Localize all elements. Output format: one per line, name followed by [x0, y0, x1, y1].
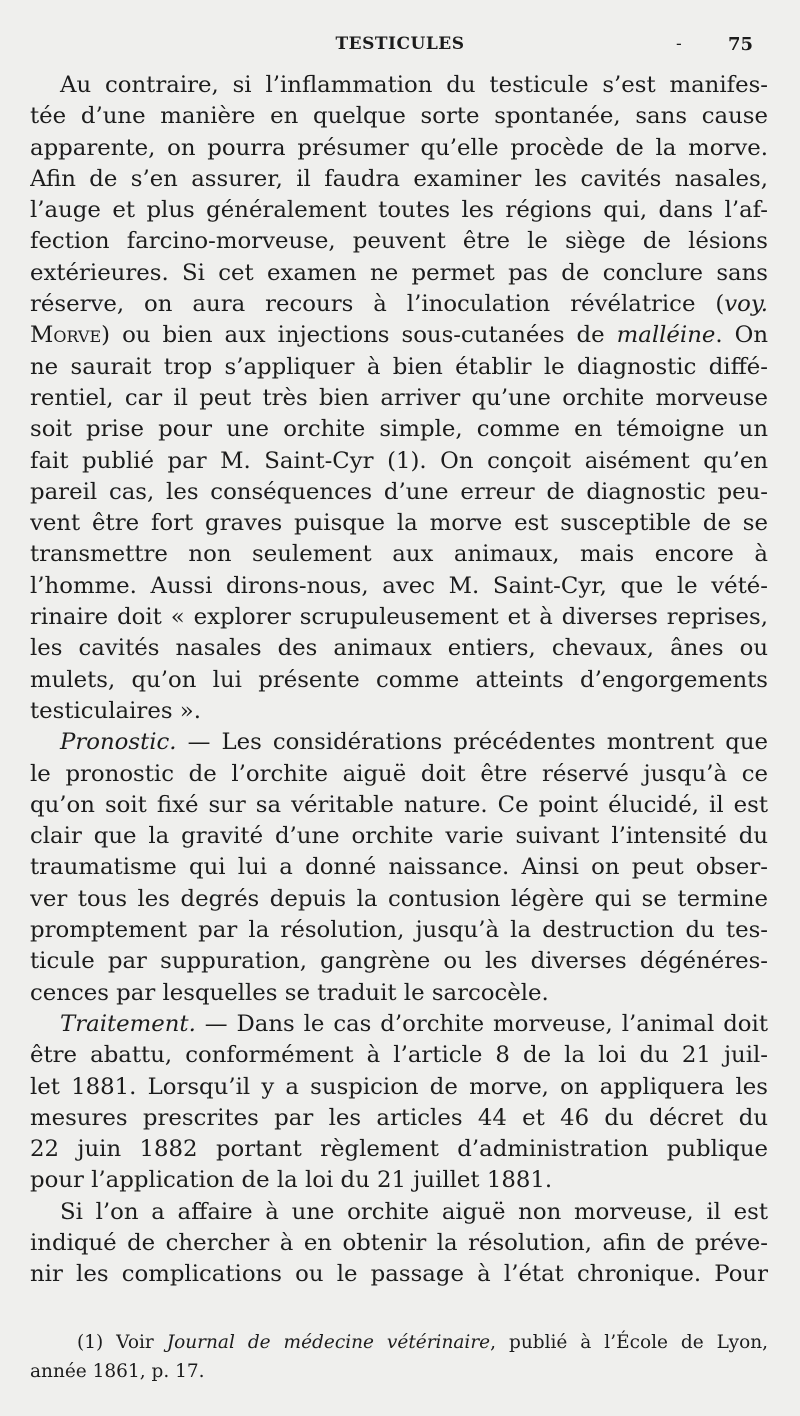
text-line: rinaire doit « explorer scrupuleusement et à diverses reprises, — [30, 604, 768, 631]
paragraph-traitement — [30, 1009, 768, 1197]
text-line: mulets, qu’on lui présente comme atteints d’engorgements — [30, 666, 768, 693]
italic-voy: voy. — [724, 291, 768, 318]
text-line: pareil cas, les conséquences d’une erreur de diagnostic peu- — [30, 478, 768, 505]
text-line: apparente, on pourra présumer qu’elle procède de la morve. — [30, 134, 768, 161]
text-fragment: — Dans le cas d’orchite morveuse, l’animal doit — [195, 1010, 768, 1037]
text-line: les cavités nasales des animaux entiers, chevaux, ânes ou — [30, 635, 768, 662]
text-fragment: , publié à l’École de Lyon, — [490, 1332, 769, 1353]
text-line — [30, 727, 768, 758]
text-line: mesures prescrites par les articles 44 et 46 du décret du — [30, 1104, 768, 1131]
body-text — [30, 70, 768, 1291]
text-fragment: . On — [715, 322, 768, 349]
text-line — [30, 1009, 768, 1040]
paragraph-treatment-continued — [30, 1197, 768, 1291]
footnote-line: année 1861, p. 17. — [30, 1361, 205, 1382]
footnote — [30, 1328, 768, 1386]
text-line: fait publié par M. Saint-Cyr (1). On conçoit aisément qu’en — [30, 447, 768, 474]
text-line: pour l’application de la loi du 21 juillet 1881. — [30, 1167, 553, 1194]
text-line: Si l’on a affaire à une orchite aiguë non morveuse, il est — [60, 1198, 768, 1225]
text-fragment: réserve, on aura recours à l’inoculation révélatrice ( — [30, 291, 725, 318]
text-line: tée d’une manière en quelque sorte spontanée, sans cause — [30, 103, 768, 130]
text-line: ticule par suppuration, gangrène ou les diverses dégénéres- — [30, 948, 768, 975]
text-line: traumatisme qui lui a donné naissance. Ainsi on peut obser- — [30, 854, 768, 881]
header-dash: - — [676, 34, 682, 54]
text-line: let 1881. Lorsqu’il y a suspicion de morve, on appliquera les — [30, 1073, 768, 1100]
running-header — [0, 34, 800, 60]
footnote-line — [30, 1328, 768, 1357]
text-line: vent être fort graves puisque la morve est susceptible de se — [30, 510, 768, 537]
chapter-title: TESTICULES — [335, 34, 465, 54]
text-line: soit prise pour une orchite simple, comme en témoigne un — [30, 416, 768, 443]
text-line: le pronostic de l’orchite aiguë doit être réservé jusqu’à ce — [30, 760, 768, 787]
text-fragment: — Les considérations précédentes montrent que — [176, 729, 768, 756]
text-line: rentiel, car il peut très bien arriver qu’une orchite morveuse — [30, 384, 768, 411]
text-line: cences par lesquelles se traduit le sarcocèle. — [30, 979, 549, 1006]
footnote-journal-title: Journal de médecine vétérinaire — [166, 1332, 491, 1353]
text-line: clair que la gravité d’une orchite varie suivant l’intensité du — [30, 823, 768, 850]
text-line — [30, 320, 768, 351]
text-line: transmettre non seulement aux animaux, mais encore à — [30, 541, 768, 568]
text-line: Au contraire, si l’inflammation du testicule s’est manifes- — [60, 72, 768, 98]
text-fragment: ou bien aux injections sous-cutanées de — [122, 322, 617, 349]
paragraph-diagnostic — [30, 70, 768, 727]
italic-malleine: malléine — [616, 322, 716, 349]
footnote-marker: (1) Voir — [77, 1332, 167, 1353]
text-line: l’homme. Aussi dirons-nous, avec M. Saint-Cyr, que le vété- — [30, 572, 768, 599]
text-line: l’auge et plus généralement toutes les régions qui, dans l’af- — [30, 197, 768, 224]
section-label-pronostic: Pronostic. — [60, 729, 177, 756]
text-line — [30, 289, 768, 320]
text-line: 22 juin 1882 portant règlement d’administration publique — [30, 1136, 768, 1163]
text-line: être abattu, conformément à l’article 8 de la loi du 21 juil- — [30, 1042, 768, 1069]
text-line: fection farcino-morveuse, peuvent être le siège de lésions — [30, 228, 768, 255]
text-line: ver tous les degrés depuis la contusion légère qui se termine — [30, 885, 768, 912]
section-label-traitement: Traitement. — [60, 1010, 196, 1037]
text-line: indiqué de chercher à en obtenir la résolution, afin de préve- — [30, 1229, 768, 1256]
text-line: extérieures. Si cet examen ne permet pas de conclure sans — [30, 259, 768, 286]
paragraph-pronostic — [30, 727, 768, 1009]
text-line: promptement par la résolution, jusqu’à la destruction du tes- — [30, 917, 768, 944]
text-line: nir les complications ou le passage à l’état chronique. Pour — [30, 1261, 768, 1288]
text-line: Afin de s’en assurer, il faudra examiner les cavités nasales, — [30, 165, 768, 192]
small-caps-morve: Morve) — [30, 322, 111, 349]
text-line: qu’on soit fixé sur sa véritable nature. Ce point élucidé, il est — [30, 791, 768, 818]
page-number: 75 — [728, 34, 754, 55]
text-line: testiculaires ». — [30, 697, 201, 724]
text-line: ne saurait trop s’appliquer à bien établir le diagnostic diffé- — [30, 353, 768, 380]
